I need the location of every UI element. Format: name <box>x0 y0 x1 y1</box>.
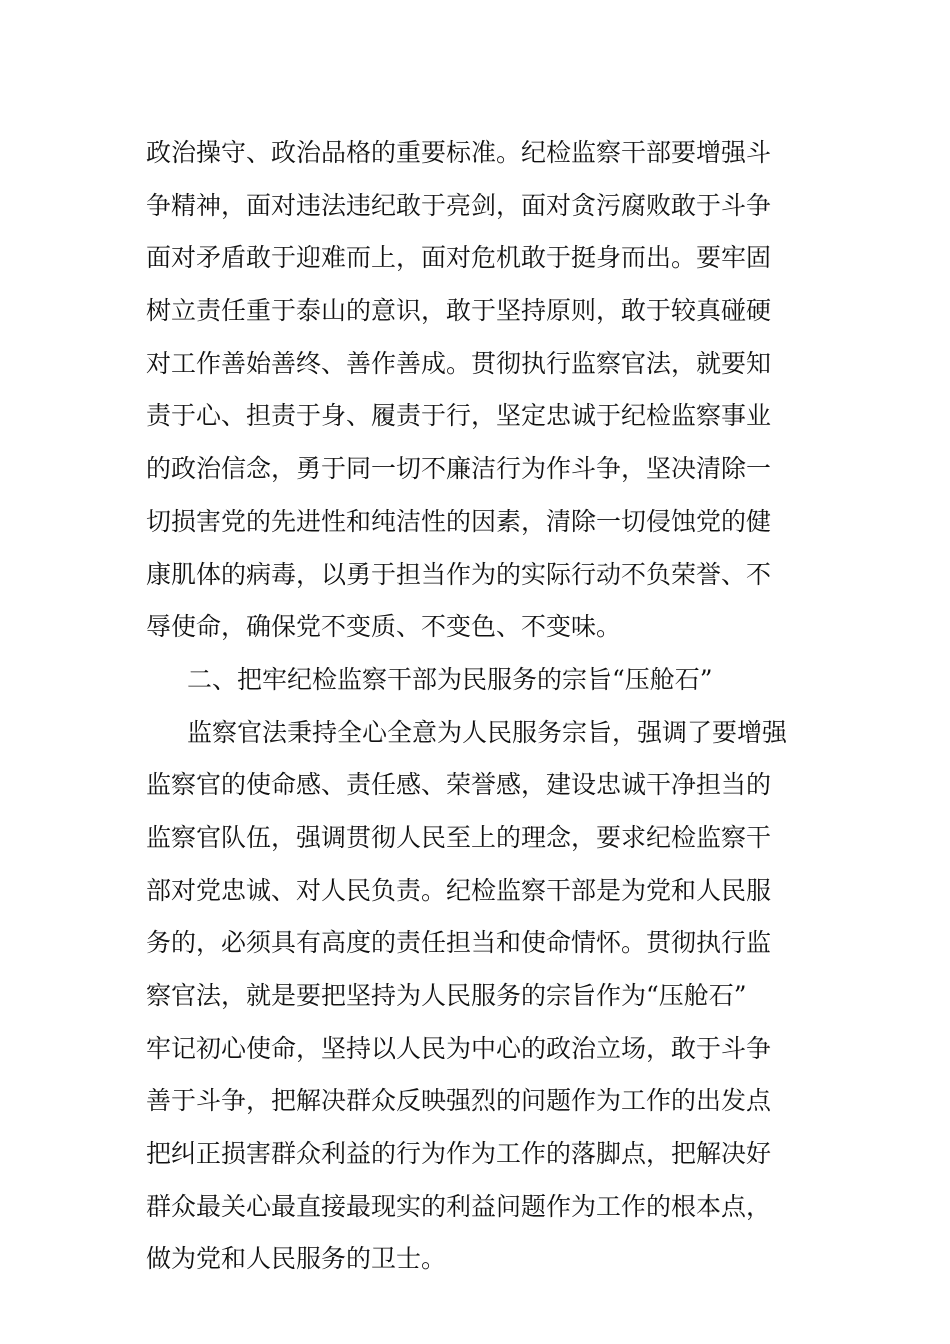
text-line: 监察官的使命感、责任感、荣誉感，建设忠诚干净担当的 <box>146 770 772 800</box>
text-line: 树立责任重于泰山的意识，敢于坚持原则，敢于较真碰硬 <box>146 296 772 326</box>
text-line: 牢记初心使命，坚持以人民为中心的政治立场，敢于斗争 <box>146 1033 772 1063</box>
text-line: 争精神，面对违法违纪敢于亮剑，面对贪污腐败敢于斗争 <box>146 190 772 220</box>
text-line: 部对党忠诚、对人民负责。纪检监察干部是为党和人民服 <box>146 875 772 905</box>
text-line: 监察官队伍，强调贯彻人民至上的理念，要求纪检监察干 <box>146 822 772 852</box>
text-line: 善于斗争，把解决群众反映强烈的问题作为工作的出发点 <box>146 1086 772 1116</box>
text-line: 对工作善始善终、善作善成。贯彻执行监察官法，就要知 <box>146 348 772 378</box>
text-line: 的政治信念，勇于同一切不廉洁行为作斗争，坚决清除一 <box>146 454 772 484</box>
text-line: 切损害党的先进性和纯洁性的因素，清除一切侵蚀党的健 <box>146 506 772 536</box>
text-line: 辱使命，确保党不变质、不变色、不变味。 <box>146 612 622 642</box>
text-line: 把纠正损害群众利益的行为作为工作的落脚点，把解决好 <box>146 1139 772 1169</box>
document-body <box>146 127 816 1286</box>
text-line: 监察官法秉持全心全意为人民服务宗旨，强调了要增强 <box>187 717 788 747</box>
text-line: 群众最关心最直接最现实的利益问题作为工作的根本点， <box>146 1191 772 1221</box>
text-line: 责于心、担责于身、履责于行，坚定忠诚于纪检监察事业 <box>146 401 772 431</box>
text-line: 做为党和人民服务的卫士。 <box>146 1244 447 1274</box>
text-line: 面对矛盾敢于迎难而上，面对危机敢于挺身而出。要牢固 <box>146 243 772 273</box>
text-line: 康肌体的病毒，以勇于担当作为的实际行动不负荣誉、不 <box>146 559 772 589</box>
text-line: 政治操守、政治品格的重要标准。纪检监察干部要增强斗 <box>146 138 772 167</box>
text-line: 察官法，就是要把坚持为人民服务的宗旨作为“压舱石” <box>146 981 747 1010</box>
text-line: 务的，必须具有高度的责任担当和使命情怀。贯彻执行监 <box>146 928 772 958</box>
section-heading: 二、把牢纪检监察干部为民服务的宗旨“压舱石” <box>187 664 713 694</box>
